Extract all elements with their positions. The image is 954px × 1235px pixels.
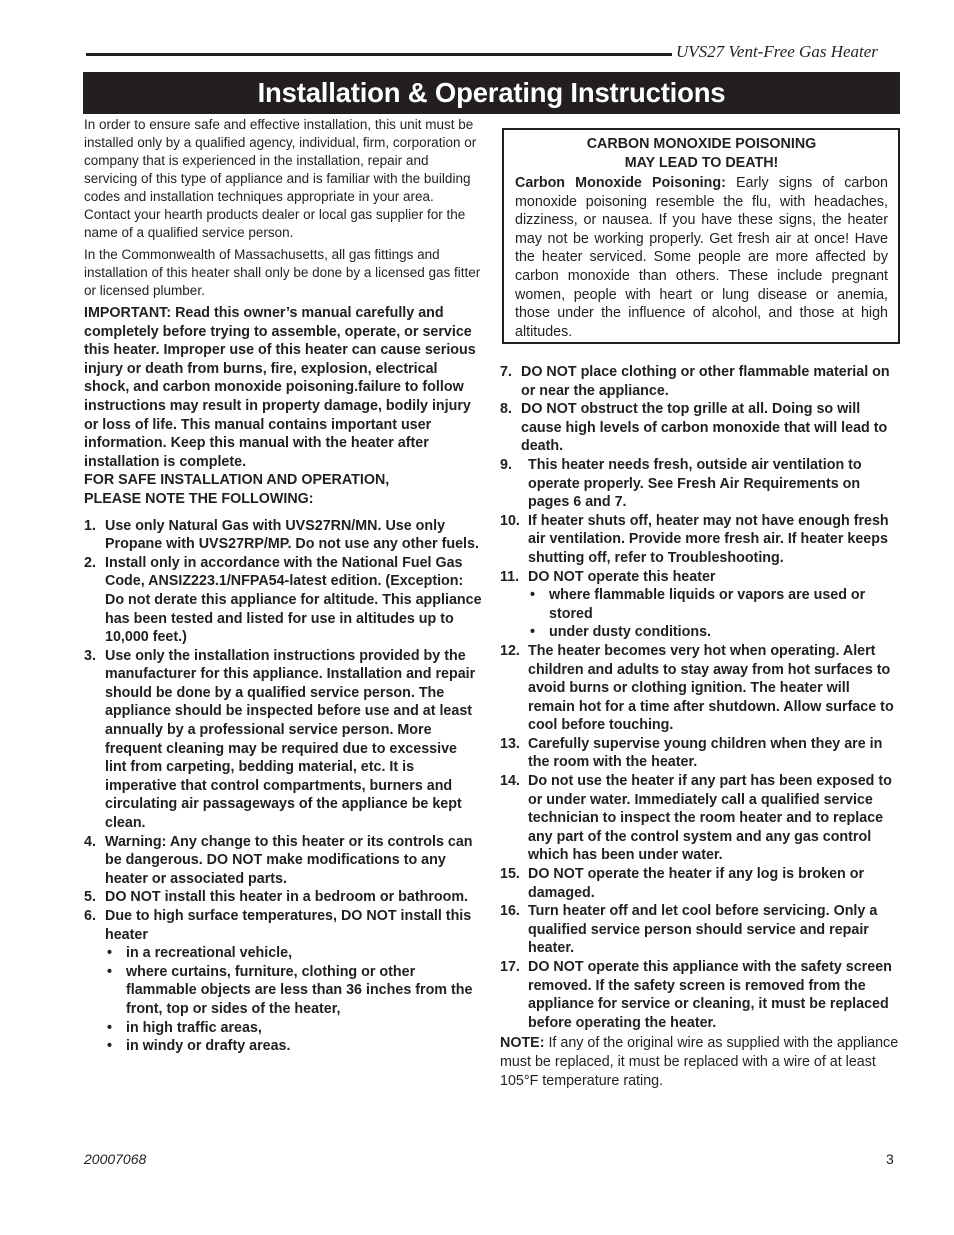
item-number: 13. [500, 735, 520, 752]
important-notice: IMPORTANT: Read this owner’s manual carefully and completely before trying to assemble, operate, or service this heater. Improper use of this heater can cause serious injury or death from burns, fire, explosion, electrical shock, and carbon monoxide poisoning.failure to follow instructions may result in property damage, bodily injury or loss of life. This manual contains important user information. Keep this manual with the heater after installation is complete. [84, 305, 476, 470]
title-banner [83, 72, 900, 114]
list-item [500, 363, 900, 400]
item-text: Do not use the heater if any part has been exposed to or under water. Immediately call a qualified service technician to inspect the room heater and to replace any part of the control system and any gas control which has been under water. [528, 773, 892, 864]
document-number: 20007068 [84, 1151, 147, 1167]
carbon-monoxide-warning-box [502, 128, 900, 344]
item-number: 7. [500, 364, 512, 380]
item-text: If heater shuts off, heater may not have enough fresh air ventilation. Provide more fresh air. If heater keeps shutting off, refer to Troubleshooting. [528, 512, 889, 566]
list-item [500, 735, 900, 772]
item-text: DO NOT operate this heater [528, 568, 716, 585]
list-item [500, 400, 900, 456]
list-item [84, 907, 482, 1056]
list-item [500, 772, 900, 865]
warning-heading-2: MAY LEAD TO DEATH! [624, 155, 779, 171]
safe-heading-2: PLEASE NOTE THE FOLLOWING: [84, 490, 314, 507]
item-text: This heater needs fresh, outside air ventilation to operate properly. See Fresh Air Requirements on pages 6 and 7. [528, 456, 862, 511]
bullet-item: • where flammable liquids or vapors are used or stored [528, 586, 900, 623]
item-text: The heater becomes very hot when operating. Alert children and adults to stay away from hot surfaces to avoid burns or clothing ignition. The heater will remain hot for a time after shutdown. Allow surface to cool before touching. [528, 642, 894, 734]
list-item [84, 833, 482, 889]
header-rule [86, 53, 672, 56]
item-text: DO NOT operate the heater if any log is broken or damaged. [528, 866, 865, 901]
list-item [500, 958, 900, 1032]
safe-heading-1: FOR SAFE INSTALLATION AND OPERATION, [84, 472, 390, 489]
bullet-item: • in high traffic areas, [105, 1019, 482, 1038]
item-number: 16. [500, 903, 520, 920]
bullet-list [528, 586, 900, 642]
item-number: 2. [84, 554, 96, 571]
item-text: Install only in accordance with the National Fuel Gas Code, ANSIZ223.1/NFPA54-latest edition. (Exception: Do not derate this appliance for altitude. This appliance has been tested and listed for use in altitudes up to 10,000 feet.) [105, 554, 482, 646]
item-number: 10. [500, 512, 520, 529]
item-number: 9. [500, 456, 512, 473]
bullet-item: • under dusty conditions. [528, 623, 900, 642]
right-column [500, 363, 900, 1094]
safety-list-right-a [500, 363, 900, 456]
item-number: 8. [500, 401, 512, 418]
safety-list-right-b [500, 456, 900, 1032]
item-text: DO NOT obstruct the top grille at all. Doing so will cause high levels of carbon monoxide that will lead to death. [521, 401, 888, 455]
item-number: 6. [84, 908, 96, 924]
running-title: UVS27 Vent-Free Gas Heater [676, 42, 878, 61]
bullet-list [105, 944, 482, 1056]
list-item [500, 568, 900, 642]
item-number: 5. [84, 889, 96, 906]
item-number: 12. [500, 642, 520, 659]
item-text: Use only the installation instructions provided by the manufacturer for this appliance. Installation and repair should be done by a qualified service person. The appliance should be inspected before use and at least annually by a professional service person. More frequent cleaning may be required due to excessive lint from carpeting, bedding material, etc. It is imperative that control compartments, burners and circulating air passageways of the appliance be kept clean. [105, 647, 476, 832]
intro-paragraph-1: In order to ensure safe and effective installation, this unit must be installed only by a qualified agency, individual, firm, corporation or company that is experienced in the installation, repair and servicing of this type of appliance and is familiar with the building codes and installation techniques appropriate in your area. Contact your hearth products dealer or local gas supplier for the name of a qualified service person. [84, 117, 477, 240]
bullet-item: • where curtains, furniture, clothing or other flammable objects are less than 36 inches from the front, top or sides of the heater, [105, 963, 482, 1019]
list-item [500, 456, 900, 512]
safety-list-left [84, 517, 482, 1056]
list-item [84, 517, 482, 554]
warning-lead: Carbon Monoxide Poisoning: [515, 175, 726, 191]
list-item [500, 865, 900, 902]
list-item [500, 512, 900, 568]
item-text: Turn heater off and let cool before servicing. Only a qualified service person should service and repair heater. [528, 903, 878, 957]
list-item [84, 647, 482, 833]
list-item [84, 888, 482, 907]
item-text: DO NOT place clothing or other flammable material on or near the appliance. [521, 364, 890, 399]
item-number: 17. [500, 959, 520, 975]
item-text: DO NOT operate this appliance with the safety screen removed. If the safety screen is removed from the appliance for service or cleaning, it must be replaced before operating the heater. [528, 959, 892, 1031]
bullet-item: • in windy or drafty areas. [105, 1037, 482, 1056]
warning-body [515, 174, 888, 341]
item-text: Use only Natural Gas with UVS27RN/MN. Use only Propane with UVS27RP/MP. Do not use any other fuels. [105, 517, 479, 553]
intro-paragraph-2: In the Commonwealth of Massachusetts, all gas fittings and installation of this heater shall only be done by a licensed gas fitter or licensed plumber. [84, 247, 481, 298]
bullet-item: • in a recreational vehicle, [105, 944, 482, 963]
warning-text: Early signs of carbon monoxide poisoning resemble the flu, with headaches, dizziness, or nausea. If you have these signs, the heater may not be working properly. Get fresh air at once! Have the heater serviced. Some people are more affected by carbon monoxide than others. These include pregnant women, people with heart or lung disease or anemia, those under the influence of alcohol, and those at high altitudes. [515, 175, 889, 340]
item-text: DO NOT install this heater in a bedroom or bathroom. [105, 889, 469, 906]
wire-note [500, 1034, 900, 1090]
warning-heading-1: CARBON MONOXIDE POISONING [586, 136, 817, 152]
page-number: 3 [886, 1151, 894, 1167]
note-lead: NOTE: [500, 1035, 545, 1052]
note-text: If any of the original wire as supplied with the appliance must be replaced, it must be replaced with a wire of at least 105°F temperature rating. [500, 1035, 899, 1089]
left-column [84, 116, 482, 1056]
item-text: Carefully supervise young children when they are in the room with the heater. [528, 735, 883, 771]
item-text: Due to high surface temperatures, DO NOT install this heater [105, 908, 472, 943]
item-number: 1. [84, 517, 96, 534]
list-item [500, 902, 900, 958]
item-number: 11. [500, 568, 520, 585]
item-number: 14. [500, 773, 520, 790]
item-number: 4. [84, 833, 96, 850]
item-text: Warning: Any change to this heater or its controls can be dangerous. DO NOT make modifications to any heater or associated parts. [105, 833, 473, 887]
list-item [500, 642, 900, 735]
item-number: 3. [84, 647, 96, 664]
item-number: 15. [500, 866, 520, 883]
list-item [84, 554, 482, 647]
page-title: Installation & Operating Instructions [257, 77, 726, 108]
